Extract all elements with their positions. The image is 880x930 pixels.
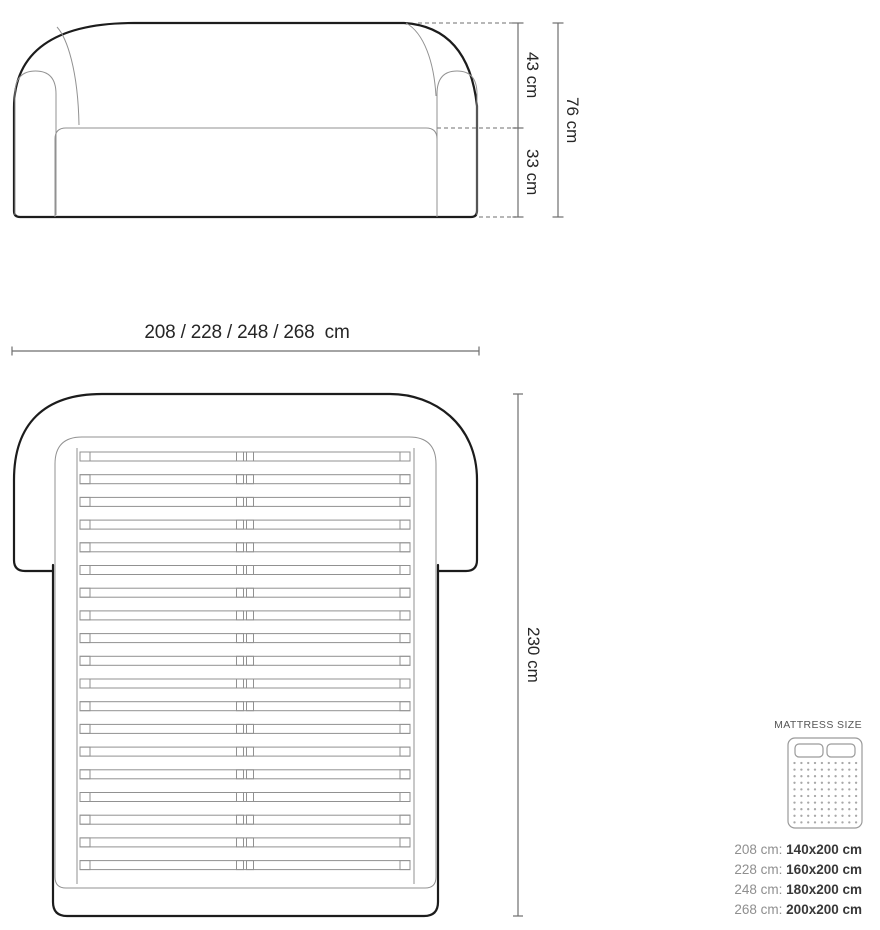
tufting-dot (828, 762, 830, 764)
bed-slat (237, 520, 244, 529)
slat-frame (55, 437, 436, 888)
bed-body-outline (53, 565, 438, 916)
bed-slat (237, 747, 244, 756)
tufting-dot (807, 801, 809, 803)
tufting-dot (814, 768, 816, 770)
tufting-dot (848, 782, 850, 784)
tufting-dot (855, 775, 857, 777)
tufting-dot (800, 795, 802, 797)
bed-slat (400, 747, 410, 756)
mattress-icon (788, 738, 862, 828)
pillow-right (827, 744, 855, 757)
tufting-dot (821, 815, 823, 817)
tufting-dot (793, 795, 795, 797)
bed-slat (80, 588, 90, 597)
bed-slat (237, 452, 244, 461)
bed-width-label: 208 / 228 / 248 / 268 cm (144, 322, 350, 343)
tufting-dot (828, 815, 830, 817)
tufting-dot (814, 782, 816, 784)
bed-slat (400, 838, 410, 847)
bed-slat (80, 543, 410, 552)
tufting-dot (855, 795, 857, 797)
bed-slat (247, 815, 254, 824)
tufting-dot (841, 808, 843, 810)
bed-slat (247, 475, 254, 484)
tufting-dot (814, 788, 816, 790)
tufting-dot (800, 762, 802, 764)
tufting-dot (841, 815, 843, 817)
bed-slat (237, 815, 244, 824)
bed-slat (80, 634, 410, 643)
backrest-edge-left (57, 27, 79, 125)
tufting-dot (807, 782, 809, 784)
bed-slat (400, 815, 410, 824)
tufting-dot (855, 801, 857, 803)
tufting-dot (793, 762, 795, 764)
bed-slat (237, 679, 244, 688)
tufting-dot (814, 821, 816, 823)
bed-slat (80, 770, 410, 779)
mattress-size-row (620, 900, 862, 920)
tufting-dot (834, 815, 836, 817)
tufting-dot (793, 788, 795, 790)
sofa-width-key: 208 cm: (734, 842, 783, 857)
tufting-dot (848, 762, 850, 764)
bed-slat (247, 747, 254, 756)
bed-slat (80, 520, 90, 529)
tufting-dot (793, 775, 795, 777)
tufting-dot (800, 801, 802, 803)
bed-slat (237, 566, 244, 575)
tufting-dot (848, 795, 850, 797)
bed-slat (400, 543, 410, 552)
width-dimension-line (12, 347, 479, 356)
tufting-dot (800, 782, 802, 784)
bed-slat (237, 702, 244, 711)
bed-slat (80, 793, 90, 802)
bed-slat (400, 475, 410, 484)
bed-slat (237, 793, 244, 802)
tufting-dot (841, 821, 843, 823)
tufting-dot (848, 775, 850, 777)
bed-slat (80, 475, 90, 484)
tufting-dot (828, 768, 830, 770)
backrest-edge-right (406, 23, 436, 96)
seat-height-label: 33 cm (523, 149, 542, 196)
tufting-dot (821, 821, 823, 823)
bed-slat (400, 611, 410, 620)
tufting-dot (855, 782, 857, 784)
bed-top-view (12, 347, 523, 917)
tufting-dot (807, 788, 809, 790)
mattress-outline (788, 738, 862, 828)
bed-slat (237, 724, 244, 733)
tufting-dot (821, 782, 823, 784)
bed-slat (247, 656, 254, 665)
tufting-dot (834, 775, 836, 777)
tufting-dot (841, 801, 843, 803)
tufting-dot (821, 788, 823, 790)
tufting-dot (855, 788, 857, 790)
tufting-dot (828, 821, 830, 823)
mattress-size-row (620, 840, 862, 860)
bed-slat (400, 566, 410, 575)
bed-slat (400, 656, 410, 665)
tufting-dot (807, 815, 809, 817)
bed-slat (400, 497, 410, 506)
tufting-dot (807, 775, 809, 777)
bed-slat (247, 611, 254, 620)
tufting-dot (807, 762, 809, 764)
sofa-width-key: 228 cm: (734, 862, 783, 877)
sofa-front-view (14, 23, 564, 217)
bed-slat (237, 861, 244, 870)
bed-slat (247, 634, 254, 643)
tufting-dot (848, 801, 850, 803)
back-height-label: 43 cm (523, 52, 542, 99)
seat-cushion (55, 128, 437, 217)
bed-slat (400, 702, 410, 711)
tufting-dot (793, 808, 795, 810)
bed-slat (80, 679, 90, 688)
bed-slat (237, 497, 244, 506)
bed-slat (237, 656, 244, 665)
tufting-dot (855, 808, 857, 810)
tufting-dot (814, 801, 816, 803)
tufting-dot (828, 795, 830, 797)
mattress-dimensions: 160x200 cm (786, 862, 862, 877)
tufting-dot (841, 762, 843, 764)
bed-slat (247, 770, 254, 779)
bed-slat (247, 679, 254, 688)
right-arm (437, 71, 477, 215)
sofa-width-key: 268 cm: (734, 902, 783, 917)
tufting-dot (814, 775, 816, 777)
bed-slat (237, 770, 244, 779)
sofa-outline (14, 23, 477, 217)
tufting-dot (828, 775, 830, 777)
tufting-dot (807, 821, 809, 823)
bed-slat (80, 497, 90, 506)
tufting-dot (855, 815, 857, 817)
tufting-dot (807, 808, 809, 810)
bed-slat (80, 747, 410, 756)
bed-slat (400, 588, 410, 597)
bed-depth-label: 230 cm (524, 627, 543, 683)
bed-slat (80, 679, 410, 688)
tufting-dot (828, 782, 830, 784)
tufting-dot (855, 762, 857, 764)
tufting-dot (793, 801, 795, 803)
tufting-dot (834, 801, 836, 803)
bed-slat (80, 656, 410, 665)
bed-slat (247, 520, 254, 529)
bed-slat (80, 611, 90, 620)
tufting-dot (834, 768, 836, 770)
pillow-left (795, 744, 823, 757)
mattress-size-title: MATTRESS SIZE (774, 719, 862, 731)
bed-slat (247, 543, 254, 552)
tufting-dot (807, 768, 809, 770)
tufting-dot (848, 768, 850, 770)
bed-slat (80, 838, 410, 847)
mattress-size-list (620, 840, 862, 920)
bed-slat (80, 838, 90, 847)
tufting-dot (807, 795, 809, 797)
bed-slat (237, 838, 244, 847)
bed-slat (237, 543, 244, 552)
bed-slat (400, 770, 410, 779)
bed-slat (237, 588, 244, 597)
bed-slat (237, 634, 244, 643)
mattress-dimensions: 200x200 cm (786, 902, 862, 917)
tufting-dot (800, 815, 802, 817)
tufting-dot (793, 782, 795, 784)
tufting-dot (821, 795, 823, 797)
tufting-dot (800, 775, 802, 777)
bed-slat (80, 793, 410, 802)
bed-slat (80, 543, 90, 552)
bed-slat (80, 770, 90, 779)
tufting-dot (793, 768, 795, 770)
tufting-dot (834, 795, 836, 797)
tufting-dot (800, 821, 802, 823)
bed-slat (80, 566, 410, 575)
bed-slat (80, 815, 90, 824)
bed-slat (80, 588, 410, 597)
bed-slat (400, 520, 410, 529)
tufting-dot (793, 821, 795, 823)
bed-slat (400, 634, 410, 643)
tufting-dot (814, 762, 816, 764)
bed-slat (80, 724, 410, 733)
tufting-dot (848, 788, 850, 790)
bed-slat (247, 838, 254, 847)
bed-slat (80, 702, 90, 711)
bed-slat (80, 452, 90, 461)
bed-slat (400, 724, 410, 733)
tufting-dot (793, 815, 795, 817)
tufting-dot (848, 821, 850, 823)
bed-slat (247, 702, 254, 711)
tufting-dot (821, 808, 823, 810)
tufting-dot (828, 801, 830, 803)
bed-slat (247, 566, 254, 575)
tufting-dot (821, 768, 823, 770)
tufting-dot (841, 782, 843, 784)
bed-slat (80, 724, 90, 733)
bed-slat (80, 634, 90, 643)
bed-slat (247, 793, 254, 802)
bed-slat (80, 656, 90, 665)
tufting-dot (841, 795, 843, 797)
tufting-dot (834, 782, 836, 784)
mattress-dimensions: 180x200 cm (786, 882, 862, 897)
total-height-label: 76 cm (563, 96, 582, 144)
tufting-dot (800, 808, 802, 810)
bed-slats (80, 452, 410, 870)
bed-slat (400, 793, 410, 802)
bed-slat (80, 520, 410, 529)
bed-slat (247, 724, 254, 733)
tufting-dot (841, 775, 843, 777)
tufting-dot (834, 808, 836, 810)
tufting-dots (793, 762, 857, 824)
mattress-size-row (620, 860, 862, 880)
tufting-dot (848, 815, 850, 817)
tufting-dot (814, 815, 816, 817)
bed-slat (80, 611, 410, 620)
bed-slat (80, 475, 410, 484)
mattress-size-row (620, 880, 862, 900)
bed-slat (247, 588, 254, 597)
bed-slat (247, 497, 254, 506)
tufting-dot (841, 768, 843, 770)
bed-slat (247, 452, 254, 461)
sofa-width-key: 248 cm: (734, 882, 783, 897)
bed-slat (400, 861, 410, 870)
tufting-dot (800, 788, 802, 790)
tufting-dot (814, 808, 816, 810)
bed-slat (80, 747, 90, 756)
bed-slat (80, 497, 410, 506)
tufting-dot (841, 788, 843, 790)
bed-slat (80, 702, 410, 711)
bed-slat (80, 452, 410, 461)
tufting-dot (800, 768, 802, 770)
bed-slat (400, 679, 410, 688)
tufting-dot (821, 775, 823, 777)
tufting-dot (855, 768, 857, 770)
tufting-dot (834, 762, 836, 764)
bed-slat (80, 861, 410, 870)
bed-slat (80, 566, 90, 575)
tufting-dot (848, 808, 850, 810)
bed-slat (80, 815, 410, 824)
mattress-dimensions: 140x200 cm (786, 842, 862, 857)
bed-slat (400, 452, 410, 461)
tufting-dot (821, 762, 823, 764)
tufting-dot (821, 801, 823, 803)
tufting-dot (855, 821, 857, 823)
tufting-dot (828, 788, 830, 790)
tufting-dot (828, 808, 830, 810)
backrest-arms-outline (14, 394, 477, 571)
tufting-dot (834, 821, 836, 823)
tufting-dot (814, 795, 816, 797)
bed-slat (237, 475, 244, 484)
bed-slat (237, 611, 244, 620)
left-arm (15, 71, 56, 215)
bed-slat (80, 861, 90, 870)
bed-slat (247, 861, 254, 870)
tufting-dot (834, 788, 836, 790)
